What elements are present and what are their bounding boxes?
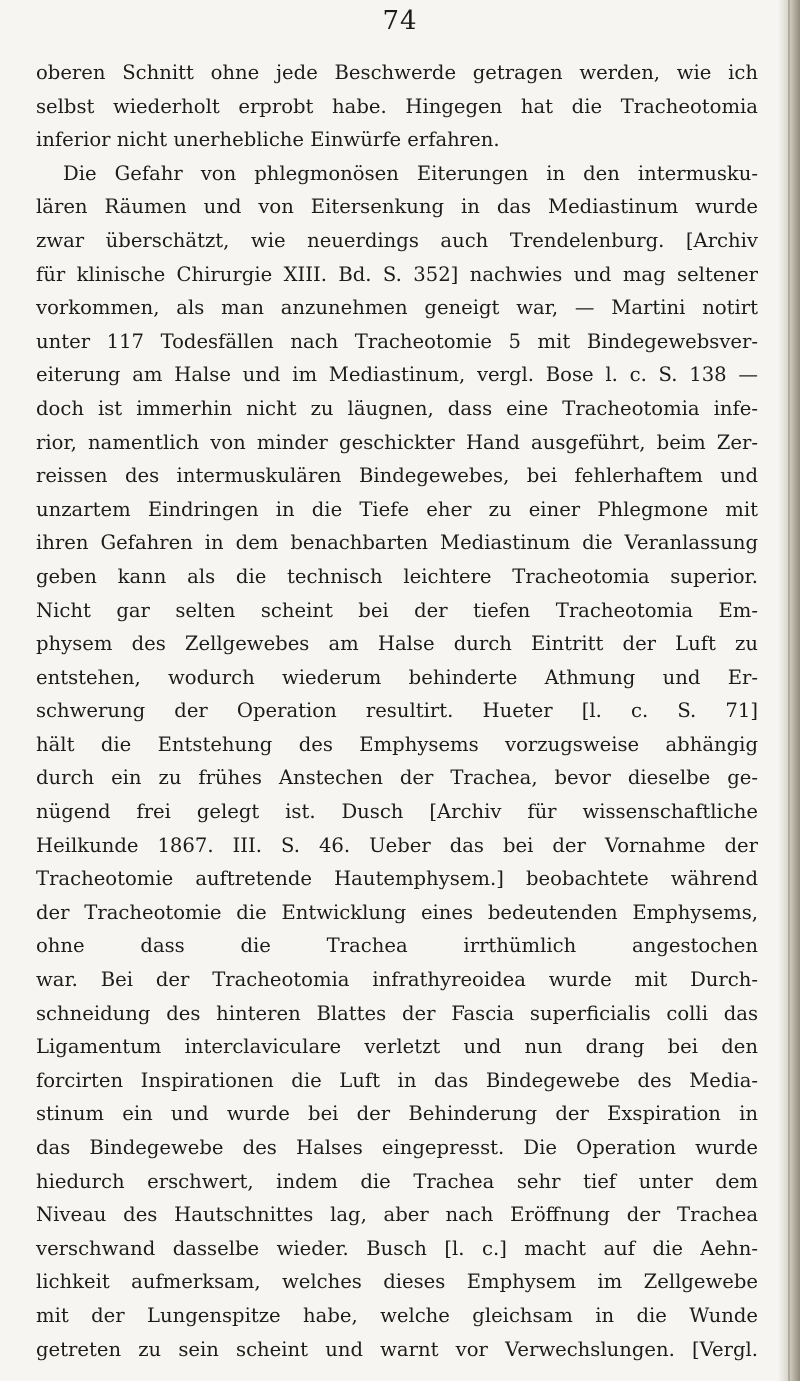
- text-line: unzartem Eindringen in die Tiefe eher zu einer Phlegmone mit: [36, 497, 758, 521]
- text-line: oberen Schnitt ohne jede Beschwerde getragen werden, wie ich: [36, 61, 758, 84]
- text-line: rior, namentlich von minder geschickter Hand ausgeführt, beim Zer-: [36, 430, 758, 454]
- text-line: hält die Entstehung des Emphysems vorzugsweise abhängig: [36, 732, 758, 756]
- text-line: eiterung am Halse und im Mediastinum, vergl. Bose l. c. S. 138 —: [36, 363, 758, 387]
- text-line: inferior nicht unerhebliche Einwürfe erfahren.: [36, 128, 500, 152]
- text-line: schneidung des hinteren Blattes der Fascia superficialis colli das: [36, 1001, 758, 1025]
- text-line: lichkeit aufmerksam, welches dieses Emphysem im Zellgewebe: [36, 1270, 758, 1294]
- text-line: verschwand dasselbe wieder. Busch [l. c.] macht auf die Aehn-: [36, 1236, 758, 1260]
- text-line: selbst wiederholt erprobt habe. Hingegen hat die Tracheotomia: [36, 94, 758, 118]
- text-line: entstehen, wodurch wiederum behinderte Athmung und Er-: [36, 665, 758, 689]
- text-line: ohne dass die Trachea irrthümlich angestochen: [36, 934, 758, 958]
- text-line: der Tracheotomie die Entwicklung eines bedeutenden Emphysems,: [36, 900, 758, 924]
- text-line: physem des Zellgewebes am Halse durch Eintritt der Luft zu: [36, 632, 758, 656]
- text-line: war. Bei der Tracheotomia infrathyreoidea wurde mit Durch-: [36, 968, 758, 992]
- text-line: für klinische Chirurgie XIII. Bd. S. 352] nachwies und mag seltener: [36, 262, 758, 286]
- body-text: [36, 56, 758, 1366]
- text-line: hiedurch erschwert, indem die Trachea sehr tief unter dem: [36, 1169, 758, 1193]
- text-line: stinum ein und wurde bei der Behinderung der Exspiration in: [36, 1102, 758, 1126]
- text-line: zwar überschätzt, wie neuerdings auch Trendelenburg. [Archiv: [36, 228, 758, 252]
- text-line: ihren Gefahren in dem benachbarten Mediastinum die Veranlassung: [36, 531, 758, 555]
- text-line: Nicht gar selten scheint bei der tiefen Tracheotomia Em-: [36, 598, 758, 622]
- text-line: reissen des intermuskulären Bindegewebes, bei fehlerhaftem und: [36, 464, 758, 488]
- page-number: 74: [382, 6, 418, 36]
- text-line: nügend frei gelegt ist. Dusch [Archiv für wissenschaftliche: [36, 800, 758, 824]
- text-line: das Bindegewebe des Halses eingepresst. Die Operation wurde: [36, 1136, 758, 1159]
- text-line: geben kann als die technisch leichtere Tracheotomia superior.: [36, 564, 758, 588]
- text-line: schwerung der Operation resultirt. Hueter [l. c. S. 71]: [36, 699, 758, 723]
- text-line: doch ist immerhin nicht zu läugnen, dass eine Tracheotomia infe-: [36, 396, 758, 420]
- text-line: unter 117 Todesfällen nach Tracheotomie 5 mit Bindegewebsver-: [36, 329, 758, 353]
- text-line: mit der Lungenspitze habe, welche gleichsam in die Wunde: [36, 1303, 758, 1327]
- text-line: getreten zu sein scheint und warnt vor Verwechslungen. [Vergl.: [36, 1337, 758, 1361]
- text-line: Niveau des Hautschnittes lag, aber nach Eröffnung der Trachea: [36, 1203, 758, 1227]
- text-line: lären Räumen und von Eitersenkung in das Mediastinum wurde: [36, 195, 758, 219]
- text-line: Tracheotomie auftretende Hautemphysem.] beobachtete während: [36, 867, 758, 891]
- text-line: durch ein zu frühes Anstechen der Trachea, bevor dieselbe ge-: [36, 766, 758, 790]
- text-line: vorkommen, als man anzunehmen geneigt war, — Martini notirt: [36, 296, 758, 320]
- text-line: Ligamentum interclaviculare verletzt und nun drang bei den: [36, 1035, 758, 1059]
- text-line: Heilkunde 1867. III. S. 46. Ueber das bei der Vornahme der: [36, 833, 758, 857]
- text-line: forcirten Inspirationen die Luft in das Bindegewebe des Media-: [36, 1068, 758, 1092]
- text-line: Die Gefahr von phlegmonösen Eiterungen in den intermusku-: [63, 161, 758, 185]
- page-edge-line: [788, 0, 790, 1381]
